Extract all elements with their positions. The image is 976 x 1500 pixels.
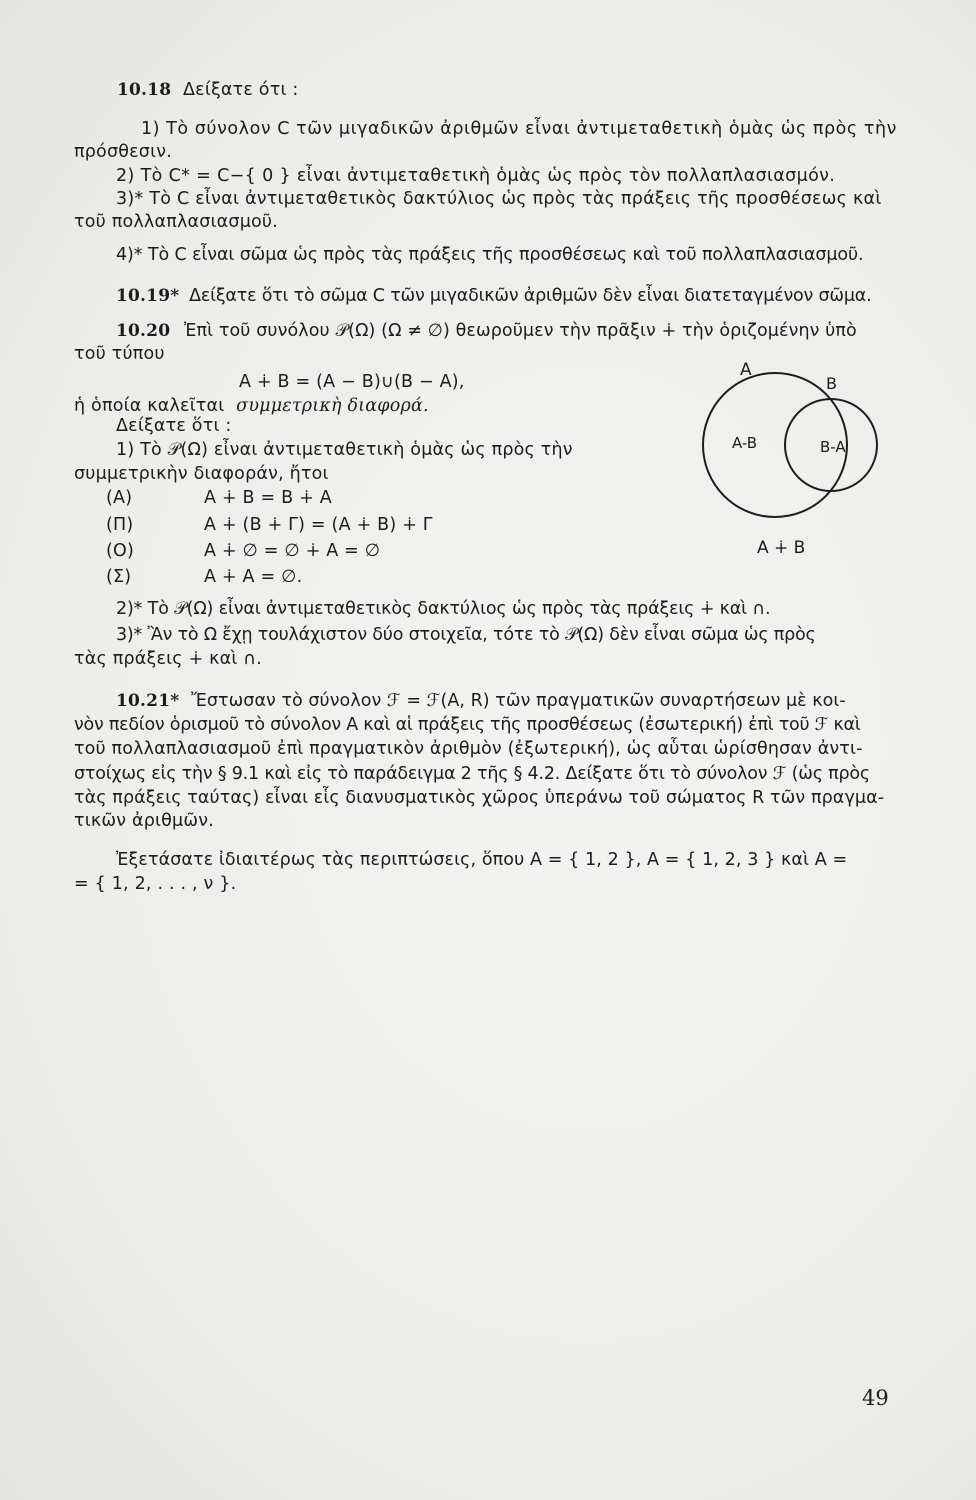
exercise-text: Ἔστωσαν τὸ σύνολον ℱ = ℱ(A, R) τῶν πραγματικῶν συναρτήσεων μὲ κοι- [191, 691, 846, 711]
term-symmetric-difference: συμμετρικὴ διαφορά. [236, 396, 429, 416]
property-label: (A) [106, 488, 133, 508]
exercise-number: 10.21* [116, 691, 180, 711]
exercise-line: τικῶν ἀριθμῶν. [74, 811, 214, 831]
symmetric-difference-formula: A ∔ B = (A − B)∪(B − A), [239, 372, 465, 392]
exercise-line: στοίχως εἰς τὴν § 9.1 καὶ εἰς τὸ παράδειγμα 2 τῆς § 4.2. Δείξατε ὅτι τὸ σύνολον ℱ (ὡς πρὸς [74, 764, 871, 784]
exercise-line: = { 1, 2, . . . , ν }. [74, 874, 237, 894]
exercise-text: Ἐπὶ τοῦ συνόλου 𝒫(Ω) (Ω ≠ ∅) θεωροῦμεν τὴν πρᾶξιν ∔ τὴν ὁριζομένην ὑπὸ [184, 321, 857, 341]
property-equation: A ∔ ∅ = ∅ ∔ A = ∅ [204, 541, 381, 561]
venn-diagram [690, 350, 890, 565]
exercise-10-19 [116, 285, 871, 307]
exercise-line: Δείξατε ὅτι : [116, 416, 232, 436]
region-b-minus-a: B-A [820, 438, 846, 456]
exercise-line-text: ἡ ὁποία καλεῖται [74, 396, 225, 416]
exercise-line: τὰς πράξεις ∔ καὶ ∩. [74, 649, 262, 669]
exercise-number: 10.19* [116, 286, 180, 306]
property-label: (Π) [106, 515, 134, 535]
exercise-number: 10.20 [116, 321, 171, 341]
exercise-line: τοῦ τύπου [74, 344, 165, 364]
exercise-line: νὸν πεδίον ὁρισμοῦ τὸ σύνολον A καὶ αἱ πράξεις τῆς προσθέσεως (ἐσωτερική) ἐπὶ τοῦ ℱ καὶ [74, 715, 861, 735]
exercise-line: τοῦ πολλαπλασιασμοῦ ἐπὶ πραγματικὸν ἀριθμὸν (ἐξωτερική), ὡς αὗται ὡρίσθησαν ἀντι- [74, 739, 863, 759]
exercise-10-21-heading [116, 690, 846, 712]
exercise-line: 3)* Ἂν τὸ Ω ἔχῃ τουλάχιστον δύο στοιχεῖα, τότε τὸ 𝒫(Ω) δὲν εἶναι σῶμα ὡς πρὸς [116, 625, 816, 645]
exercise-number: 10.18 [117, 80, 172, 100]
exercise-line: 1) Τὸ 𝒫(Ω) εἶναι ἀντιμεταθετικὴ ὁμὰς ὡς πρὸς τὴν [116, 440, 573, 460]
exercise-line [74, 395, 429, 417]
label-b: B [826, 374, 837, 393]
property-label: (Σ) [106, 567, 132, 587]
property-label: (O) [106, 541, 135, 561]
exercise-10-18-heading [117, 79, 298, 101]
property-equation: A ∔ (B ∔ Γ) = (A ∔ B) ∔ Γ [204, 515, 433, 535]
label-a: A [740, 360, 752, 380]
exercise-line: πρόσθεσιν. [74, 142, 172, 162]
exercise-line: τοῦ πολλαπλασιασμοῦ. [74, 212, 279, 232]
page-number: 49 [862, 1386, 889, 1410]
property-equation: A ∔ B = B ∔ A [204, 488, 332, 508]
exercise-10-20-heading [116, 320, 857, 342]
exercise-line: 3)* Τὸ C εἶναι ἀντιμεταθετικὸς δακτύλιος ὡς πρὸς τὰς πράξεις τῆς προσθέσεως καὶ [116, 189, 882, 209]
exercise-line: 2) Τὸ C* = C−{ 0 } εἶναι ἀντιμεταθετικὴ ὁμὰς ὡς πρὸς τὸν πολλαπλασιασμόν. [116, 166, 836, 186]
exercise-line: τὰς πράξεις ταύτας) εἶναι εἷς διανυσματικὸς χῶρος ὑπεράνω τοῦ σώματος R τῶν πραγμα- [74, 788, 885, 808]
region-a-minus-b: A-B [732, 434, 758, 452]
exercise-instruction: Δείξατε ότι : [183, 80, 299, 100]
exercise-line: 2)* Τὸ 𝒫(Ω) εἶναι ἀντιμεταθετικὸς δακτύλιος ὡς πρὸς τὰς πράξεις ∔ καὶ ∩. [116, 599, 771, 619]
exercise-line: 1) Τὸ σύνολον C τῶν μιγαδικῶν ἀριθμῶν εἶναι ἀντιμεταθετικὴ ὁμὰς ὡς πρὸς τὴν [141, 119, 897, 139]
exercise-line: Ἐξετάσατε ἰδιαιτέρως τὰς περιπτώσεις, ὅπου A = { 1, 2 }, A = { 1, 2, 3 } καὶ A = [116, 850, 848, 870]
exercise-line: συμμετρικὴν διαφοράν, ἤτοι [74, 464, 329, 484]
property-equation: A ∔ A = ∅. [204, 567, 303, 587]
exercise-text: Δείξατε ὅτι τὸ σῶμα C τῶν μιγαδικῶν ἀριθμῶν δὲν εἶναι διατεταγμένον σῶμα. [189, 286, 872, 306]
exercise-line: 4)* Τὸ C εἶναι σῶμα ὡς πρὸς τὰς πράξεις τῆς προσθέσεως καὶ τοῦ πολλαπλασιασμοῦ. [116, 245, 864, 265]
venn-caption: A ∔ B [757, 538, 806, 558]
